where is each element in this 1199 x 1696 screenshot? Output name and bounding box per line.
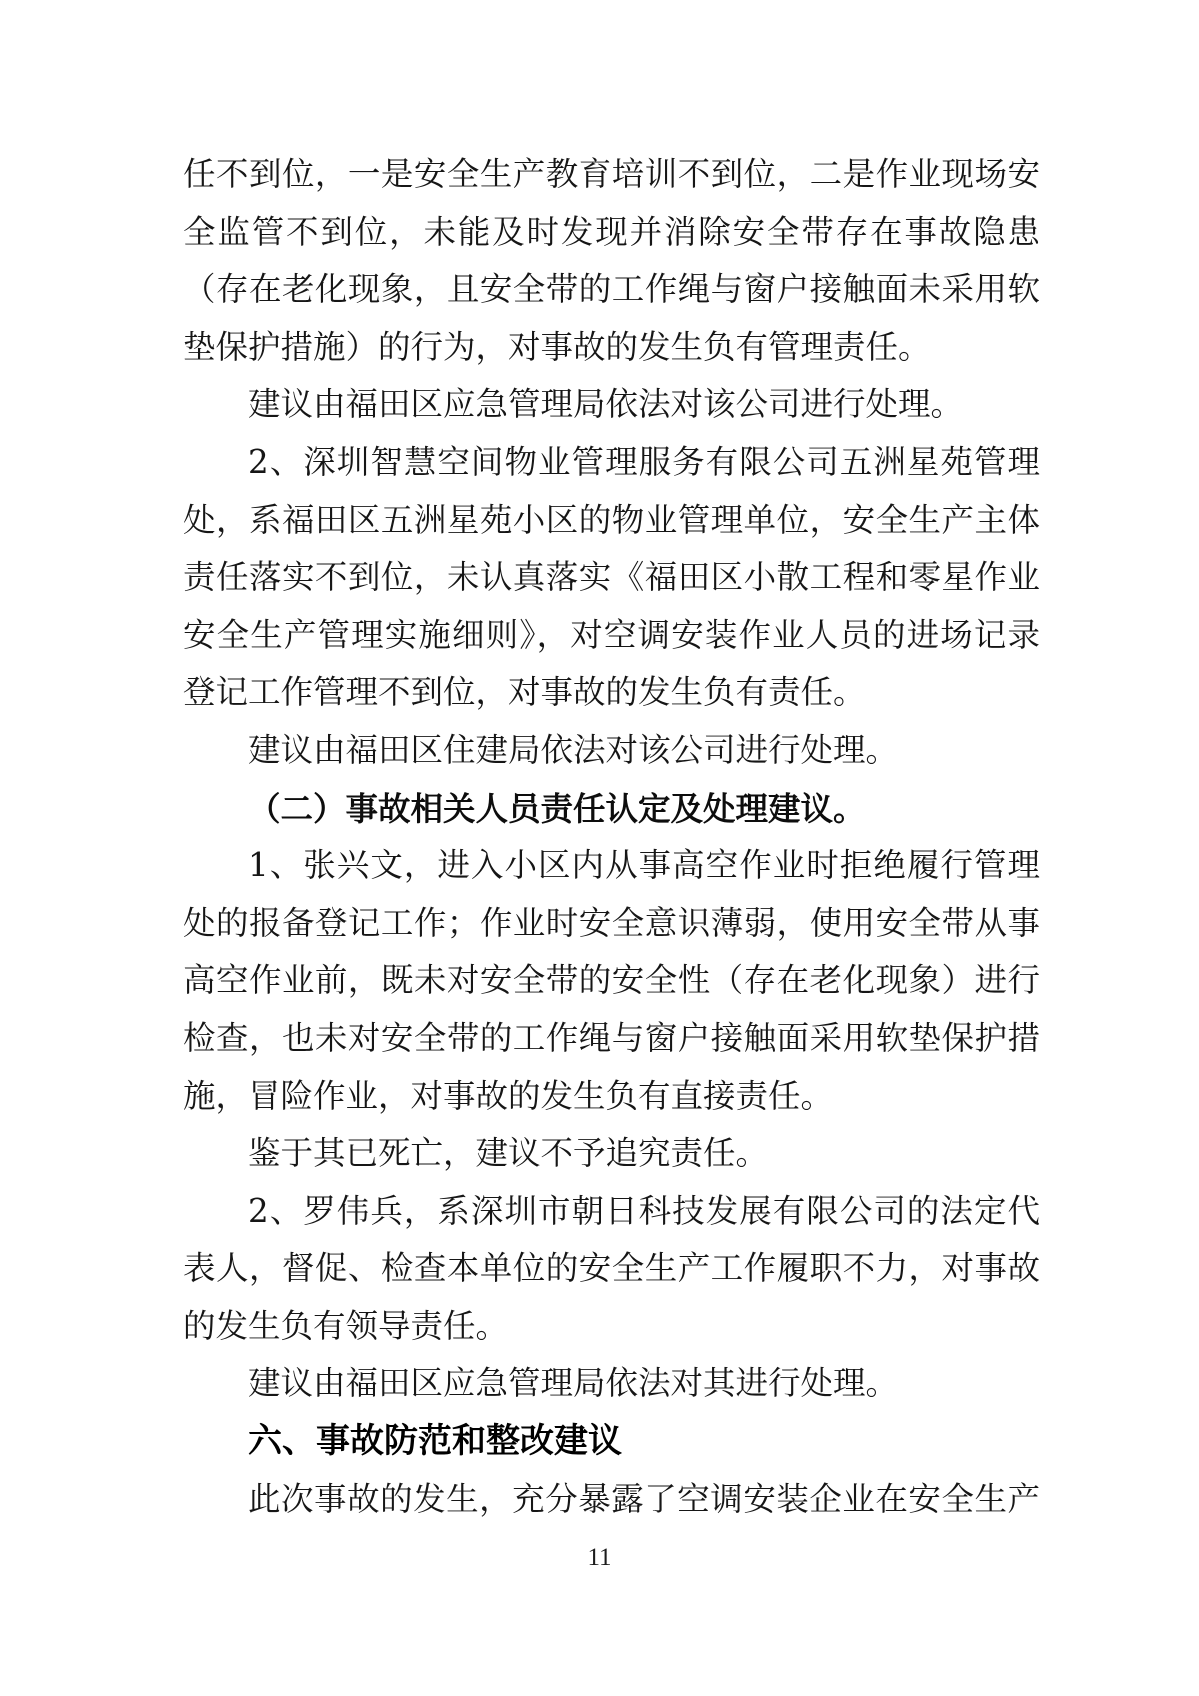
text-line: 此次事故的发生，充分暴露了空调安装企业在安全生产 bbox=[248, 1479, 1040, 1518]
text-line: 鉴于其已死亡，建议不予追究责任。 bbox=[248, 1134, 769, 1173]
text-line: 任不到位，一是安全生产教育培训不到位，二是作业现场安 bbox=[183, 155, 1040, 193]
text-line: 责任落实不到位，未认真落实《福田区小散工程和零星作业 bbox=[183, 558, 1040, 597]
heading-line: 六、事故防范和整改建议 bbox=[248, 1421, 622, 1462]
text-line: 1、张兴文，进入小区内从事高空作业时拒绝履行管理 bbox=[248, 846, 1040, 885]
text-line: 建议由福田区住建局依法对该公司进行处理。 bbox=[248, 730, 899, 769]
document-body bbox=[183, 146, 1040, 1528]
text-line: 2、深圳智慧空间物业管理服务有限公司五洲星苑管理 bbox=[248, 442, 1040, 481]
text-line: 的发生负有领导责任。 bbox=[183, 1306, 509, 1345]
heading-line: （二）事故相关人员责任认定及处理建议。 bbox=[248, 788, 866, 828]
text-line: 表人，督促、检查本单位的安全生产工作履职不力，对事故 bbox=[183, 1249, 1040, 1288]
text-line: 2、罗伟兵，系深圳市朝日科技发展有限公司的法定代 bbox=[248, 1191, 1040, 1230]
page-number: 11 bbox=[587, 1544, 612, 1571]
text-line: 检查，也未对安全带的工作绳与窗户接触面采用软垫保护措 bbox=[183, 1018, 1040, 1057]
text-line: 安全生产管理实施细则》，对空调安装作业人员的进场记录 bbox=[183, 615, 1040, 654]
text-line: （存在老化现象，且安全带的工作绳与窗户接触面未采用软 bbox=[183, 270, 1040, 309]
text-line: 垫保护措施）的行为，对事故的发生负有管理责任。 bbox=[183, 327, 931, 366]
text-line: 高空作业前，既未对安全带的安全性（存在老化现象）进行 bbox=[183, 961, 1040, 1000]
text-line: 全监管不到位，未能及时发现并消除安全带存在事故隐患 bbox=[183, 212, 1040, 251]
text-line: 建议由福田区应急管理局依法对其进行处理。 bbox=[248, 1364, 899, 1403]
text-line: 建议由福田区应急管理局依法对该公司进行处理。 bbox=[248, 385, 964, 424]
text-line: 施，冒险作业，对事故的发生负有直接责任。 bbox=[183, 1076, 834, 1115]
text-line: 登记工作管理不到位，对事故的发生负有责任。 bbox=[183, 673, 866, 712]
text-line: 处的报备登记工作；作业时安全意识薄弱，使用安全带从事 bbox=[183, 903, 1040, 942]
text-line: 处，系福田区五洲星苑小区的物业管理单位，安全生产主体 bbox=[183, 500, 1040, 539]
